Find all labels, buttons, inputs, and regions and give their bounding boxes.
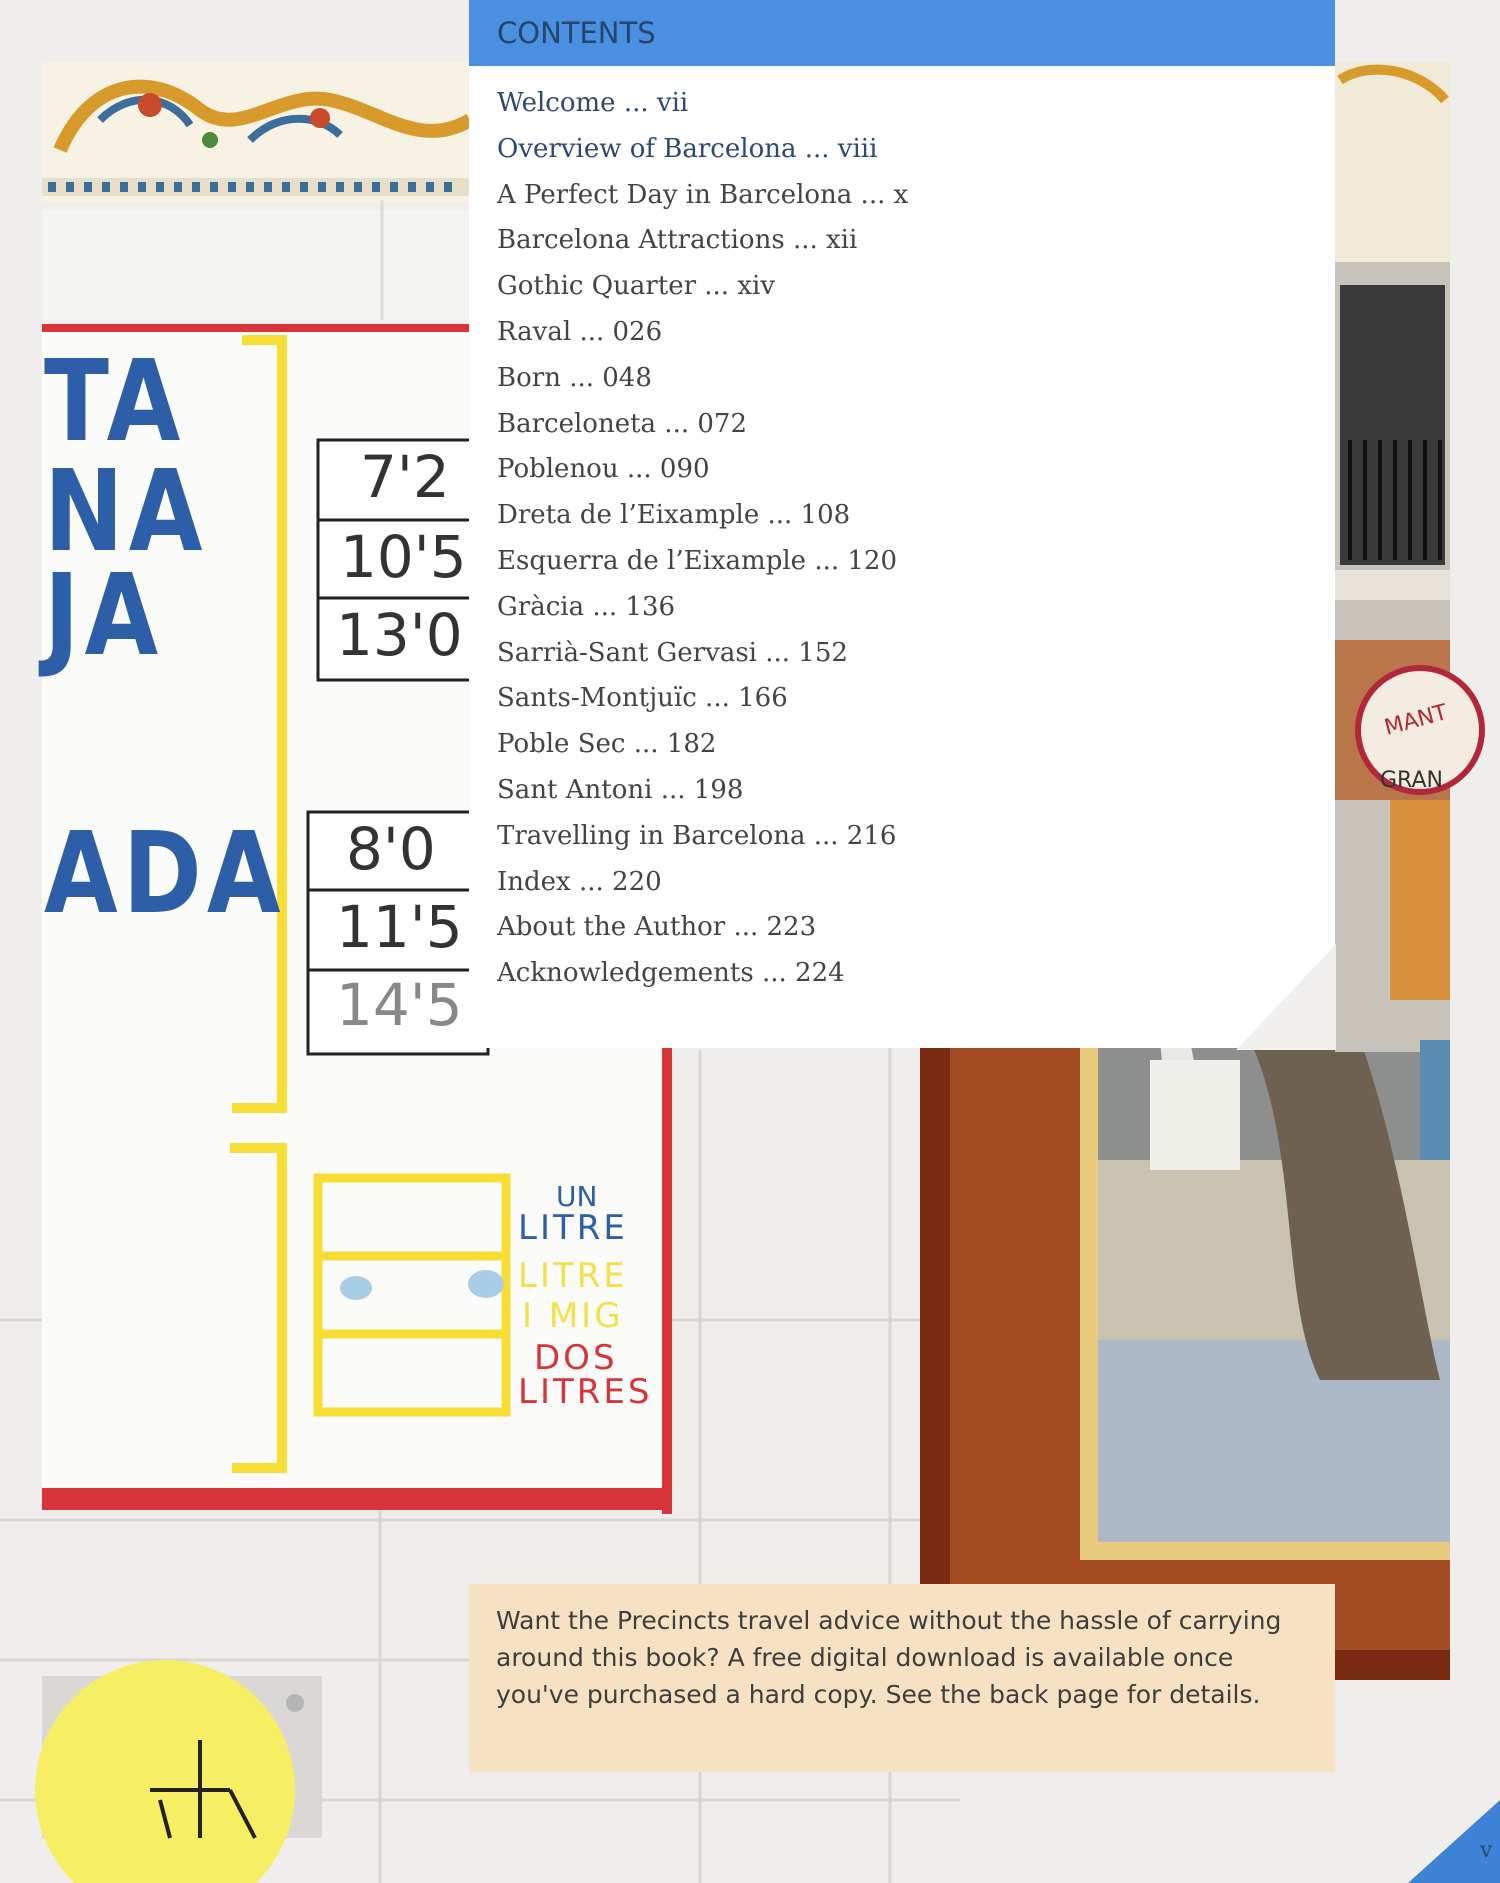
sign-letters-3: JA (44, 551, 164, 681)
toc-item-text: Sants-Montjuïc ... 166 (497, 683, 788, 714)
toc-item-text: About the Author ... 223 (497, 912, 817, 943)
yellow-sticker (35, 1660, 322, 1883)
toc-item[interactable] (497, 679, 908, 725)
toc-item[interactable] (497, 725, 908, 771)
toc-item-text: Gràcia ... 136 (497, 591, 676, 622)
toc-item-text: Esquerra de l’Eixample ... 120 (497, 545, 898, 576)
toc-item[interactable] (497, 496, 908, 542)
sign-letters-2: NA (44, 447, 208, 577)
toc-list (497, 84, 908, 1000)
toc-item[interactable] (497, 313, 908, 359)
shop-sign-1: MANT (1381, 700, 1451, 741)
toc-item-text: Welcome ... vii (497, 88, 689, 118)
toc-item-text: Gothic Quarter ... xiv (497, 271, 776, 302)
toc-item[interactable] (497, 634, 908, 680)
shop-sign-2: GRAN (1380, 768, 1443, 793)
litre-label-6: LITRES (518, 1372, 653, 1412)
toc-item[interactable] (497, 84, 908, 130)
toc-item[interactable] (497, 405, 908, 451)
toc-item[interactable] (497, 588, 908, 634)
toc-item-text: Sant Antoni ... 198 (497, 774, 744, 805)
toc-item[interactable] (497, 450, 908, 496)
contents-header (469, 0, 1335, 66)
litre-label-2: LITRE (518, 1208, 628, 1248)
toc-item[interactable] (497, 221, 908, 267)
toc-item[interactable] (497, 267, 908, 313)
digital-download-text: Want the Precincts travel advice without the hassle of carrying around this book? A free digital download is available once you've purchased a hard copy. See the back page for details. (496, 1606, 1282, 1709)
toc-item-text: Acknowledgements ... 224 (497, 958, 845, 989)
toc-item[interactable] (497, 817, 908, 863)
toc-item-text: Travelling in Barcelona ... 216 (497, 820, 897, 851)
toc-item[interactable] (497, 771, 908, 817)
litre-label-5: DOS (534, 1338, 618, 1378)
toc-item-text: Sarrià-Sant Gervasi ... 152 (497, 637, 848, 668)
toc-item-text: Dreta de l’Eixample ... 108 (497, 500, 851, 531)
toc-item-text: Barceloneta ... 072 (497, 408, 747, 439)
litre-label-3: LITRE (518, 1256, 628, 1296)
toc-item[interactable] (497, 542, 908, 588)
time-3: 13'0 (336, 601, 463, 669)
toc-item-text: Raval ... 026 (497, 316, 663, 347)
toc-item[interactable] (497, 130, 908, 176)
time-1: 7'2 (360, 443, 450, 511)
litre-label-4: I MIG (522, 1296, 624, 1336)
toc-item[interactable] (497, 954, 908, 1000)
toc-item-text: Overview of Barcelona ... viii (497, 133, 878, 164)
sign-letters-1: TA (44, 337, 186, 467)
toc-item[interactable] (497, 359, 908, 405)
toc-item-text: Barcelona Attractions ... xii (497, 225, 858, 256)
toc-item[interactable] (497, 176, 908, 222)
time-4: 8'0 (346, 815, 436, 883)
decorative-tile-border (42, 62, 470, 320)
page-number: v (1480, 1838, 1493, 1863)
toc-item-text: Poblenou ... 090 (497, 454, 710, 485)
toc-item-text: Poble Sec ... 182 (497, 729, 717, 760)
panel-corner-cut (1236, 944, 1336, 1050)
contents-title: CONTENTS (497, 16, 656, 50)
toc-item-text: A Perfect Day in Barcelona ... x (497, 179, 909, 210)
contents-panel (469, 0, 1335, 1048)
toc-item[interactable] (497, 863, 908, 909)
toc-item[interactable] (497, 908, 908, 954)
time-5: 11'5 (336, 893, 463, 961)
time-2: 10'5 (340, 523, 467, 591)
toc-item-text: Born ... 048 (497, 362, 652, 393)
digital-download-note (469, 1584, 1335, 1772)
toc-item-text: Index ... 220 (497, 866, 662, 897)
litre-label-1: UN (556, 1180, 598, 1213)
sign-letters-4: ADA (44, 809, 286, 939)
time-6: 14'5 (336, 971, 463, 1039)
